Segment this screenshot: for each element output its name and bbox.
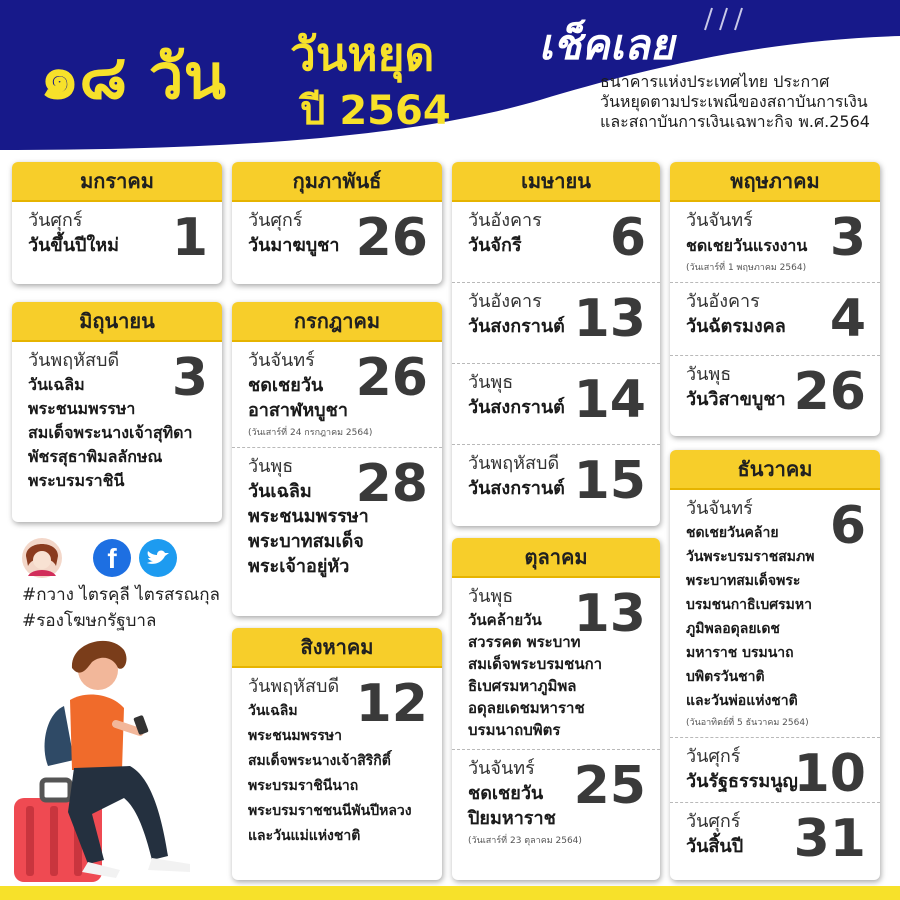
holiday-day: วันอังคาร: [468, 291, 542, 312]
holiday-entry: [452, 578, 660, 750]
month-card-may: [670, 162, 880, 436]
holiday-name: วันฉัตรมงคล: [686, 316, 786, 337]
holiday-day: วันจันทร์: [248, 350, 315, 371]
month-card-july: [232, 302, 442, 616]
subtitle: เช็คเลย: [536, 20, 683, 69]
holiday-name: วันวิสาขบูชา: [686, 389, 786, 410]
holiday-day: วันอังคาร: [468, 210, 542, 231]
facebook-icon[interactable]: [93, 539, 131, 577]
holiday-date: 6: [829, 496, 866, 556]
title-line-1: วันหยุด: [290, 27, 435, 81]
holiday-entry: [232, 342, 442, 448]
holiday-entry: [452, 750, 660, 855]
month-header: มกราคม: [12, 162, 222, 202]
avatar: [22, 538, 62, 578]
holiday-date: 3: [171, 348, 208, 408]
holiday-date: 14: [573, 370, 646, 430]
holiday-note: (วันอาทิตย์ที่ 5 ธันวาคม 2564): [686, 718, 809, 728]
holiday-note: (วันเสาร์ที่ 23 ตุลาคม 2564): [468, 836, 582, 846]
holiday-name: วันเฉลิม พระชนมพรรษา สมเด็จพระนางเจ้าสิริกิติ์ พระบรมราชินีนาถ พระบรมราชชนนีพันปีหลวง และวันแม่แห่งชาติ: [248, 703, 412, 844]
holiday-entry: [232, 202, 442, 266]
month-header: สิงหาคม: [232, 628, 442, 668]
bottom-strip: [0, 886, 900, 900]
hashtags: [22, 582, 220, 634]
holiday-name: วันคล้ายวัน สวรรคต พระบาท สมเด็จพระบรมชนกา ธิเบศรมหาภูมิพล อดุลยเดชมหาราช บรมนาถบพิตร: [468, 611, 603, 739]
holiday-entry: [670, 356, 880, 420]
holiday-day: วันพุธ: [686, 364, 732, 385]
holiday-name: วันสงกรานต์: [468, 478, 565, 499]
hashtag[interactable]: #รองโฆษกรัฐบาล: [22, 611, 157, 631]
month-header: เมษายน: [452, 162, 660, 202]
holiday-entry: [670, 490, 880, 738]
holiday-date: 25: [573, 756, 646, 816]
holiday-day: วันพุธ: [468, 586, 514, 607]
holiday-name: ชดเชยวันแรงงาน: [686, 236, 808, 255]
month-card-april: [452, 162, 660, 526]
holiday-entry: [452, 364, 660, 445]
announcement: [600, 72, 870, 132]
holiday-name: วันเฉลิม พระชนมพรรษา สมเด็จพระนางเจ้าสุทิดา พัชรสุธาพิมลลักษณ พระบรมราชินี: [28, 375, 193, 490]
holiday-date: 12: [355, 674, 428, 734]
traveler-illustration: [12, 628, 222, 886]
hashtag[interactable]: #กวาง ไตรคุลี ไตรสรณกุล: [22, 585, 220, 605]
holiday-day: วันพุธ: [248, 456, 294, 477]
holiday-name: ชดเชยวัน ปิยมหาราช: [468, 783, 556, 829]
holiday-day: วันพฤหัสบดี: [28, 350, 120, 371]
holiday-count: ๑๘ วัน: [40, 40, 226, 113]
holiday-name: วันสงกรานต์: [468, 397, 565, 418]
holiday-entry: [12, 202, 222, 266]
holiday-date: 4: [829, 289, 866, 349]
holiday-name: ชดเชยวันคล้าย วันพระบรมราชสมภพ พระบาทสมเด็จพระ บรมชนกาธิเบศรมหา ภูมิพลอดุลยเดช มหาราช บรมนาถ บพิตรวันชาติ และวันพ่อแห่งชาติ: [686, 525, 815, 709]
holiday-note: (วันเสาร์ที่ 1 พฤษภาคม 2564): [686, 263, 807, 273]
holiday-day: วันพุธ: [468, 372, 514, 393]
holiday-day: วันจันทร์: [686, 498, 753, 519]
announcement-line: ธนาคารแห่งประเทศไทย ประกาศ: [600, 72, 830, 91]
holiday-day: วันจันทร์: [468, 758, 535, 779]
holiday-date: 26: [355, 348, 428, 408]
holiday-name: วันขึ้นปีใหม่: [28, 235, 119, 256]
holiday-day: วันศุกร์: [686, 746, 741, 767]
holiday-date: 26: [793, 362, 866, 422]
holiday-name: ชดเชยวัน อาสาฬหบูชา: [248, 375, 348, 421]
holiday-name: วันรัฐธรรมนูญ: [686, 771, 798, 792]
holiday-name: วันมาฆบูชา: [248, 235, 340, 256]
holiday-date: 10: [793, 744, 866, 804]
month-header: ธันวาคม: [670, 450, 880, 490]
month-header: พฤษภาคม: [670, 162, 880, 202]
holiday-entry: [452, 202, 660, 283]
holiday-entry: [670, 202, 880, 283]
holiday-name: วันสงกรานต์: [468, 316, 565, 337]
month-card-june: [12, 302, 222, 522]
holiday-date: 26: [355, 208, 428, 268]
holiday-entry: [452, 445, 660, 509]
month-header: ตุลาคม: [452, 538, 660, 578]
announcement-line: วันหยุดตามประเพณีของสถาบันการเงิน: [600, 92, 868, 111]
month-card-october: [452, 538, 660, 880]
holiday-day: วันอังคาร: [686, 291, 760, 312]
holiday-entry: [232, 448, 442, 587]
month-card-february: [232, 162, 442, 284]
facebook-glyph: f: [107, 543, 117, 574]
holiday-date: 1: [171, 208, 208, 268]
holiday-day: วันศุกร์: [28, 210, 83, 231]
holiday-name: วันสิ้นปี: [686, 836, 744, 857]
holiday-day: วันศุกร์: [248, 210, 303, 231]
holiday-date: 13: [573, 289, 646, 349]
holiday-entry: [452, 283, 660, 364]
month-header: กุมภาพันธ์: [232, 162, 442, 202]
holiday-entry: [12, 342, 222, 501]
month-card-december: [670, 450, 880, 880]
holiday-name: วันจักรี: [468, 235, 522, 256]
social-icons: [20, 536, 220, 580]
holiday-entry: [232, 668, 442, 857]
holiday-date: 15: [573, 451, 646, 511]
title-line-2: ปี 2564: [300, 88, 451, 134]
twitter-icon[interactable]: [139, 539, 177, 577]
holiday-name: วันเฉลิม พระชนมพรรษา พระบาทสมเด็จ พระเจ้าอยู่หัว: [248, 481, 369, 577]
holiday-day: วันพฤหัสบดี: [248, 676, 340, 697]
holiday-day: วันพฤหัสบดี: [468, 453, 560, 474]
holiday-entry: [670, 803, 880, 867]
month-header: กรกฎาคม: [232, 302, 442, 342]
holiday-entry: [670, 283, 880, 356]
announcement-line: และสถาบันการเงินเฉพาะกิจ พ.ศ.2564: [600, 112, 870, 131]
holiday-date: 3: [829, 208, 866, 268]
month-header: มิถุนายน: [12, 302, 222, 342]
social-icons-graphic: [20, 536, 220, 580]
holiday-date: 6: [609, 208, 646, 268]
banner: [0, 0, 900, 170]
holiday-entry: [670, 738, 880, 803]
holiday-note: (วันเสาร์ที่ 24 กรกฎาคม 2564): [248, 428, 373, 438]
month-card-january: [12, 162, 222, 284]
holiday-date: 31: [793, 809, 866, 869]
holiday-day: วันศุกร์: [686, 811, 741, 832]
holiday-date: 28: [355, 454, 428, 514]
holiday-date: 13: [573, 584, 646, 644]
holiday-day: วันจันทร์: [686, 210, 753, 231]
month-card-august: [232, 628, 442, 880]
